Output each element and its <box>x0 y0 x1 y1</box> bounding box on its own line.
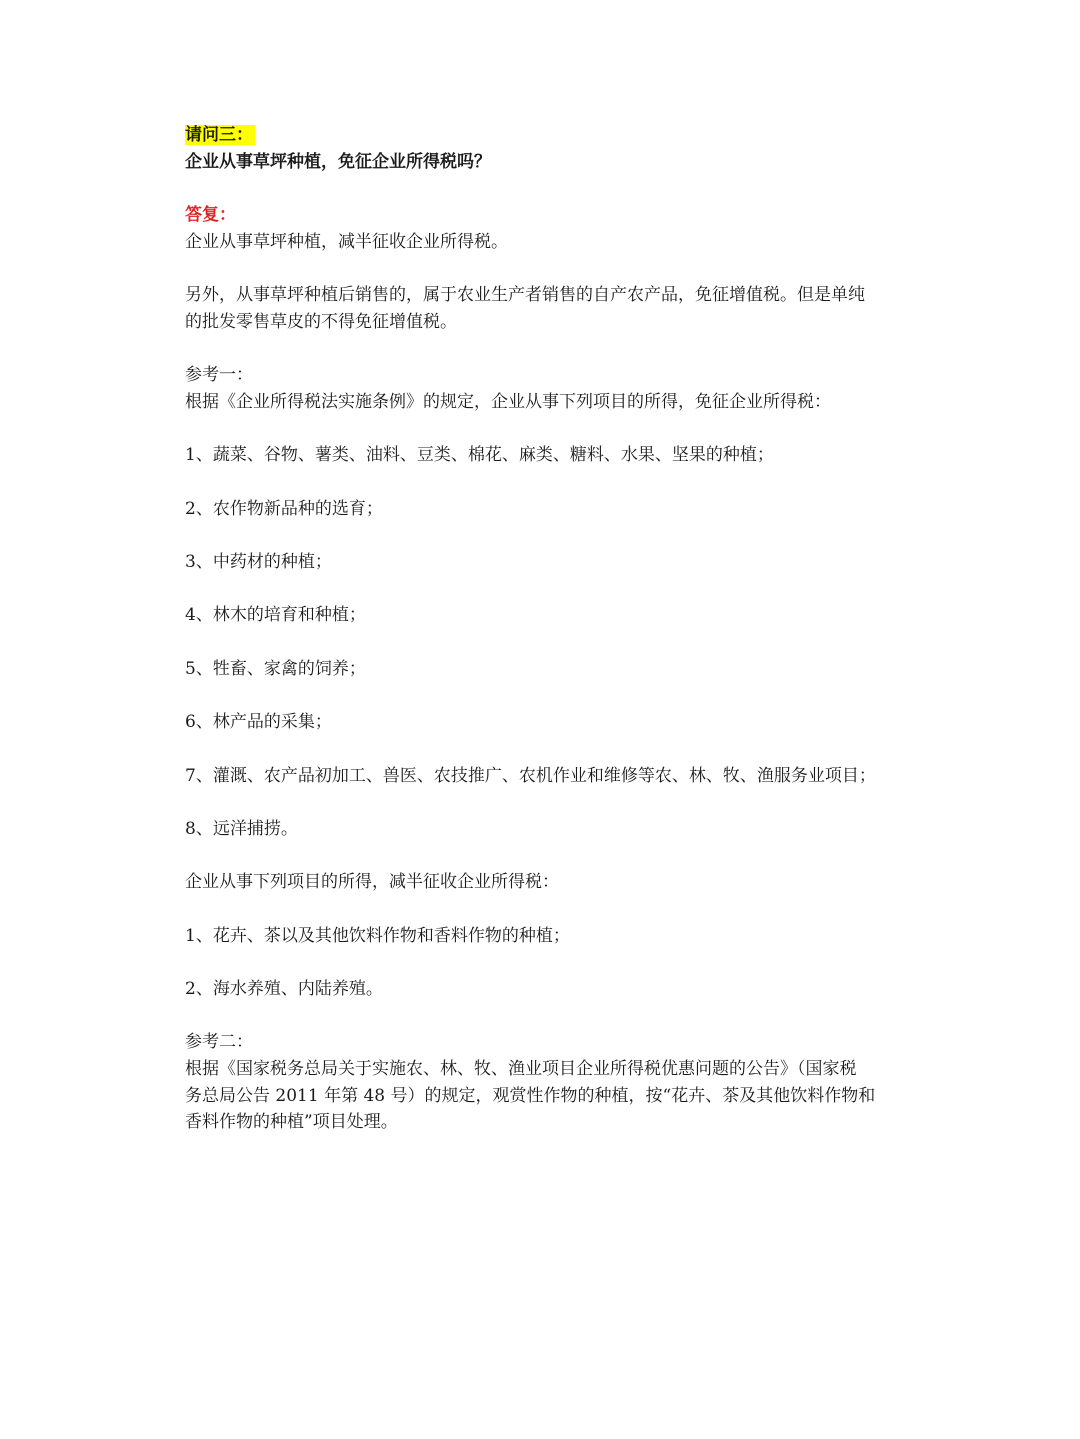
list-item: 2、农作物新品种的选育； <box>185 498 383 519</box>
list-item: 1、蔬菜、谷物、薯类、油料、豆类、棉花、麻类、糖料、水果、坚果的种植； <box>185 445 774 466</box>
ref2-label: 参考二： <box>185 1032 253 1053</box>
ref1-half-intro: 企业从事下列项目的所得，减半征收企业所得税： <box>185 872 559 893</box>
list-item: 7、灌溉、农产品初加工、兽医、农技推广、农机作业和维修等农、林、牧、渔服务业项目； <box>185 765 876 786</box>
list-item: 4、林木的培育和种植； <box>185 605 366 626</box>
ref1-intro: 根据《企业所得税法实施条例》的规定，企业从事下列项目的所得，免征企业所得税： <box>185 391 831 412</box>
ref1-label: 参考一： <box>185 365 253 386</box>
question-text: 企业从事草坪种植，免征企业所得税吗？ <box>185 151 491 172</box>
list-item: 1、花卉、茶以及其他饮料作物和香料作物的种植； <box>185 925 570 946</box>
answer-label: 答复： <box>185 205 236 226</box>
document-body <box>185 122 905 1136</box>
answer-text: 企业从事草坪种植，减半征收企业所得税。 <box>185 231 508 252</box>
answer-extra-line-2: 的批发零售草皮的不得免征增值税。 <box>185 311 457 332</box>
list-item: 3、中药材的种植； <box>185 552 332 572</box>
ref2-line-2: 务总局公告 2011 年第 48 号）的规定，观赏性作物的种植，按“花卉、茶及其他饮料作物和 <box>185 1085 876 1106</box>
ref2-line-1: 根据《国家税务总局关于实施农、林、牧、渔业项目企业所得税优惠问题的公告》（国家税 <box>185 1059 857 1080</box>
list-item: 2、海水养殖、内陆养殖。 <box>185 979 383 999</box>
answer-extra-line-1: 另外，从事草坪种植后销售的，属于农业生产者销售的自产农产品，免征增值税。但是单纯 <box>185 285 865 306</box>
ref2-line-3: 香料作物的种植”项目处理。 <box>185 1112 398 1133</box>
list-item: 6、林产品的采集； <box>185 712 332 733</box>
list-item: 5、牲畜、家禽的饲养； <box>185 658 366 679</box>
list-item: 8、远洋捕捞。 <box>185 818 298 839</box>
question-label: 请问三： <box>185 125 253 145</box>
